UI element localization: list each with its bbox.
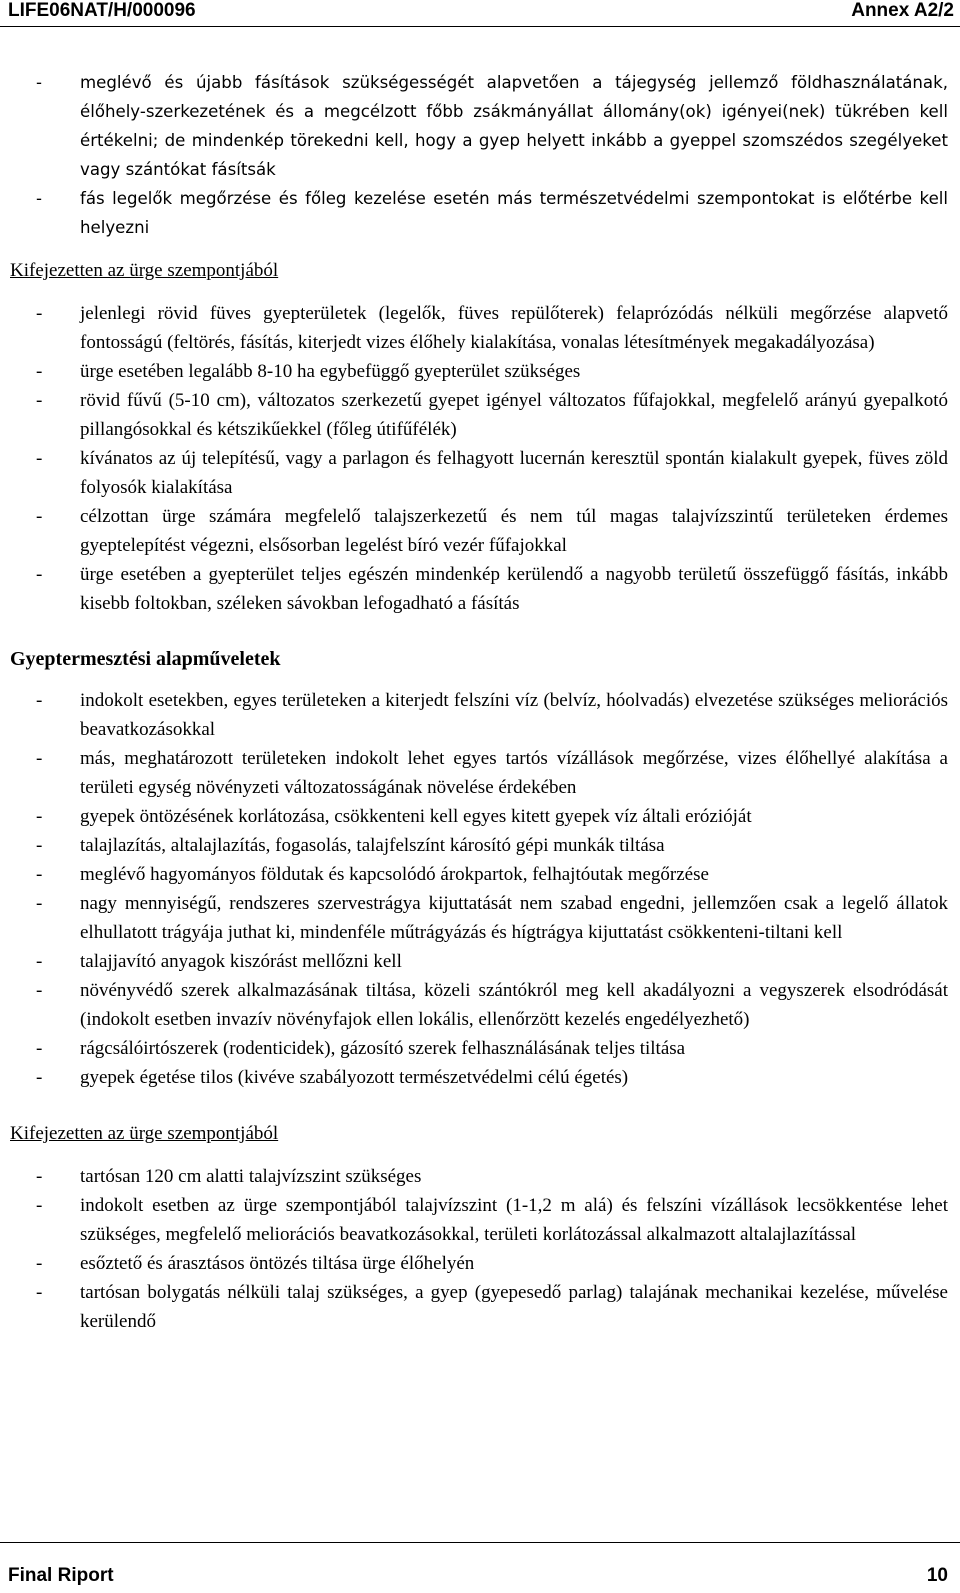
section2-list <box>10 686 948 1092</box>
list-item: - kívánatos az új telepítésű, vagy a parlagon és felhagyott lucernán keresztül spontán kialakult gyepek, füves zöld folyosók kialakítása <box>10 444 948 502</box>
list-item: - tartósan bolygatás nélküli talaj szükséges, a gyep (gyepesedő parlag) talajának mechanikai kezelése, művelése kerülendő <box>10 1278 948 1336</box>
annex-label: Annex A2/2 <box>851 0 954 21</box>
section3-list <box>10 1162 948 1336</box>
list-item: - ürge esetében a gyepterület teljes egészén mindenkép kerülendő a nagyobb területű összefüggő fásítás, inkább kisebb foltokban, széleken sávokban lefogadható a fásítás <box>10 560 948 618</box>
list-item: - növényvédő szerek alkalmazásának tiltása, közeli szántókról meg kell akadályozni a vegyszerek elsodródását (indokolt esetben invazív növényfajok ellen lokális, ellenőrzött kezelés engedélyezhető) <box>10 976 948 1034</box>
list-item: - meglévő és újabb fásítások szükségességét alapvetően a tájegység jellemző földhasználatának, élőhely-szerkezetének és a megcélzott főbb zsákmányállat állomány(ok) igényei(nek) tükrében kell értékelni; de mindenkép törekedni kell, hogy a gyep helyett inkább a gyeppel szomszédos szegélyeket vagy szántókat fásítsák <box>10 68 948 184</box>
header-rule <box>0 26 960 27</box>
list-item: - rágcsálóirtószerek (rodenticidek), gázosító szerek felhasználásának teljes tiltása <box>10 1034 948 1063</box>
project-code: LIFE06NAT/H/000096 <box>8 0 196 21</box>
list-item: - jelenlegi rövid füves gyepterületek (legelők, füves repülőterek) felaprózódás nélküli megőrzése alapvető fontosságú (feltörés, fásítás, kiterjedt vizes élőhely kialakítása, vonalas létesítmények megakadályozása) <box>10 299 948 357</box>
list-item: - ürge esetében legalább 8-10 ha egybefüggő gyepterület szükséges <box>10 357 948 386</box>
list-item: - fás legelők megőrzése és főleg kezelése esetén más természetvédelmi szempontokat is előtérbe kell helyezni <box>10 184 948 242</box>
section-subheading: Kifejezetten az ürge szempontjából <box>10 1123 279 1144</box>
list-item: - gyepek öntözésének korlátozása, csökkenteni kell egyes kitett gyepek víz általi erózióját <box>10 802 948 831</box>
page-footer <box>0 1542 960 1593</box>
list-item: - célzottan ürge számára megfelelő talajszerkezetű és nem túl magas talajvízszintű területeken érdemes gyeptelepítést végezni, elsősorban legelést bíró vezér fűfajokkal <box>10 502 948 560</box>
list-item: - talajjavító anyagok kiszórást mellőzni kell <box>10 947 948 976</box>
list-item: - talajlazítás, altalajlazítás, fogasolás, talajfelszínt károsító gépi munkák tiltása <box>10 831 948 860</box>
document-body <box>10 68 948 1336</box>
list-item: - meglévő hagyományos földutak és kapcsolódó árokpartok, felhajtóutak megőrzése <box>10 860 948 889</box>
list-item: - más, meghatározott területeken indokolt lehet egyes tartós vízállások megőrzése, vizes élőhellyé alakítása a területi egység növényzeti változatosságának növelése érdekében <box>10 744 948 802</box>
intro-list <box>10 68 948 242</box>
section1-list <box>10 299 948 618</box>
list-item: - indokolt esetekben, egyes területeken a kiterjedt felszíni víz (belvíz, hóolvadás) elvezetése szükséges meliorációs beavatkozásokkal <box>10 686 948 744</box>
list-item: - rövid fűvű (5-10 cm), változatos szerkezetű gyepet igényel változatos fűfajokkal, megfelelő arányú gyepalkotó pillangósokkal és kétszikűekkel (főleg útifűfélék) <box>10 386 948 444</box>
section-subheading: Kifejezetten az ürge szempontjából <box>10 260 279 281</box>
list-item: - gyepek égetése tilos (kivéve szabályozott természetvédelmi célú égetés) <box>10 1063 948 1092</box>
page-header <box>0 0 960 26</box>
footer-rule <box>0 1542 960 1543</box>
list-item: - tartósan 120 cm alatti talajvízszint szükséges <box>10 1162 948 1191</box>
list-item: - indokolt esetben az ürge szempontjából talajvízszint (1-1,2 m alá) és felszíni vízállások lecsökkentése lehet szükséges, megfelelő meliorációs beavatkozásokkal, területi korlátozással alkalmazott altalajlazítással <box>10 1191 948 1249</box>
page-number: 10 <box>926 1565 948 1586</box>
report-label: Final Riport <box>8 1565 114 1586</box>
section-heading: Gyeptermesztési alapműveletek <box>10 648 281 670</box>
list-item: - esőztető és árasztásos öntözés tiltása ürge élőhelyén <box>10 1249 948 1278</box>
list-item: - nagy mennyiségű, rendszeres szervestrágya kijuttatását nem szabad engedni, jellemzően csak a legelő állatok elhullatott trágyája juthat ki, mindenféle műtrágyázás és hígtrágya kijuttatást csökkenteni-tiltani kell <box>10 889 948 947</box>
